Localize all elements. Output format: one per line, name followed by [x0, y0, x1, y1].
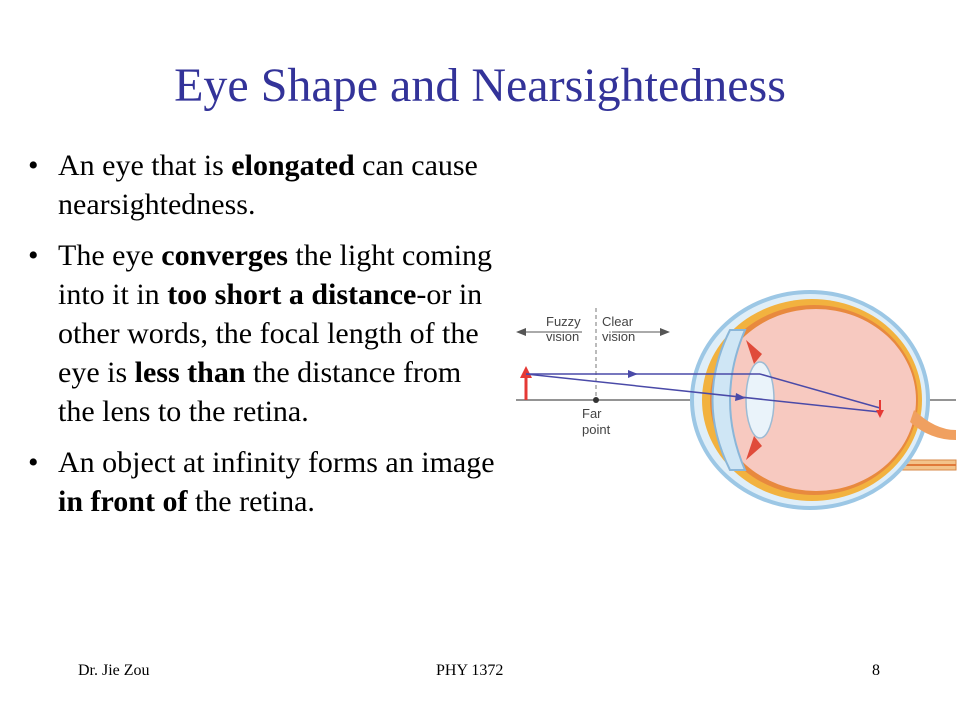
page-number: 8 [872, 662, 880, 679]
bullet-fragment: can cause nearsightedness. [58, 149, 478, 221]
bullet-marker: • [28, 239, 39, 272]
footer-course: PHY 1372 [436, 662, 504, 679]
eye-illustration [692, 292, 956, 508]
bullet-item [22, 443, 502, 521]
bullet-fragment: the retina. [187, 485, 315, 518]
bullet-fragment: An object at infinity forms an image [58, 446, 495, 479]
bullet-fragment: the light coming into it in [58, 239, 493, 311]
fuzzy-label-2: vision [546, 329, 580, 344]
bold-term: converges [161, 239, 288, 272]
bullet-text [58, 446, 495, 518]
clear-label-1: Clear [602, 314, 634, 329]
far-point-label-2: point [582, 422, 611, 437]
bullet-marker: • [28, 446, 39, 479]
fuzzy-label-1: Fuzzy [546, 314, 581, 329]
bullet-fragment: An eye that is [58, 149, 232, 182]
bold-term: in front of [58, 485, 188, 518]
far-point-dot [593, 397, 599, 403]
bold-term: elongated [231, 149, 355, 182]
bullet-marker: • [28, 149, 39, 182]
bullet-text [58, 239, 492, 428]
myopia-eye-diagram [510, 290, 960, 530]
bullet-fragment: -or in other words, the focal length of the eye is [58, 278, 483, 389]
bold-term: less than [134, 356, 246, 389]
bullet-item [22, 146, 502, 224]
bullet-list [22, 146, 502, 533]
bullet-text [58, 149, 478, 221]
bold-term: too short a distance [167, 278, 417, 311]
bullet-fragment: The eye [58, 239, 162, 272]
slide-title: Eye Shape and Nearsightedness [174, 59, 786, 112]
bullet-fragment: the distance from the lens to the retina. [58, 356, 462, 428]
bullet-item [22, 236, 502, 431]
footer-author: Dr. Jie Zou [78, 662, 150, 679]
far-point-label-1: Far [582, 406, 602, 421]
clear-label-2: vision [602, 329, 636, 344]
